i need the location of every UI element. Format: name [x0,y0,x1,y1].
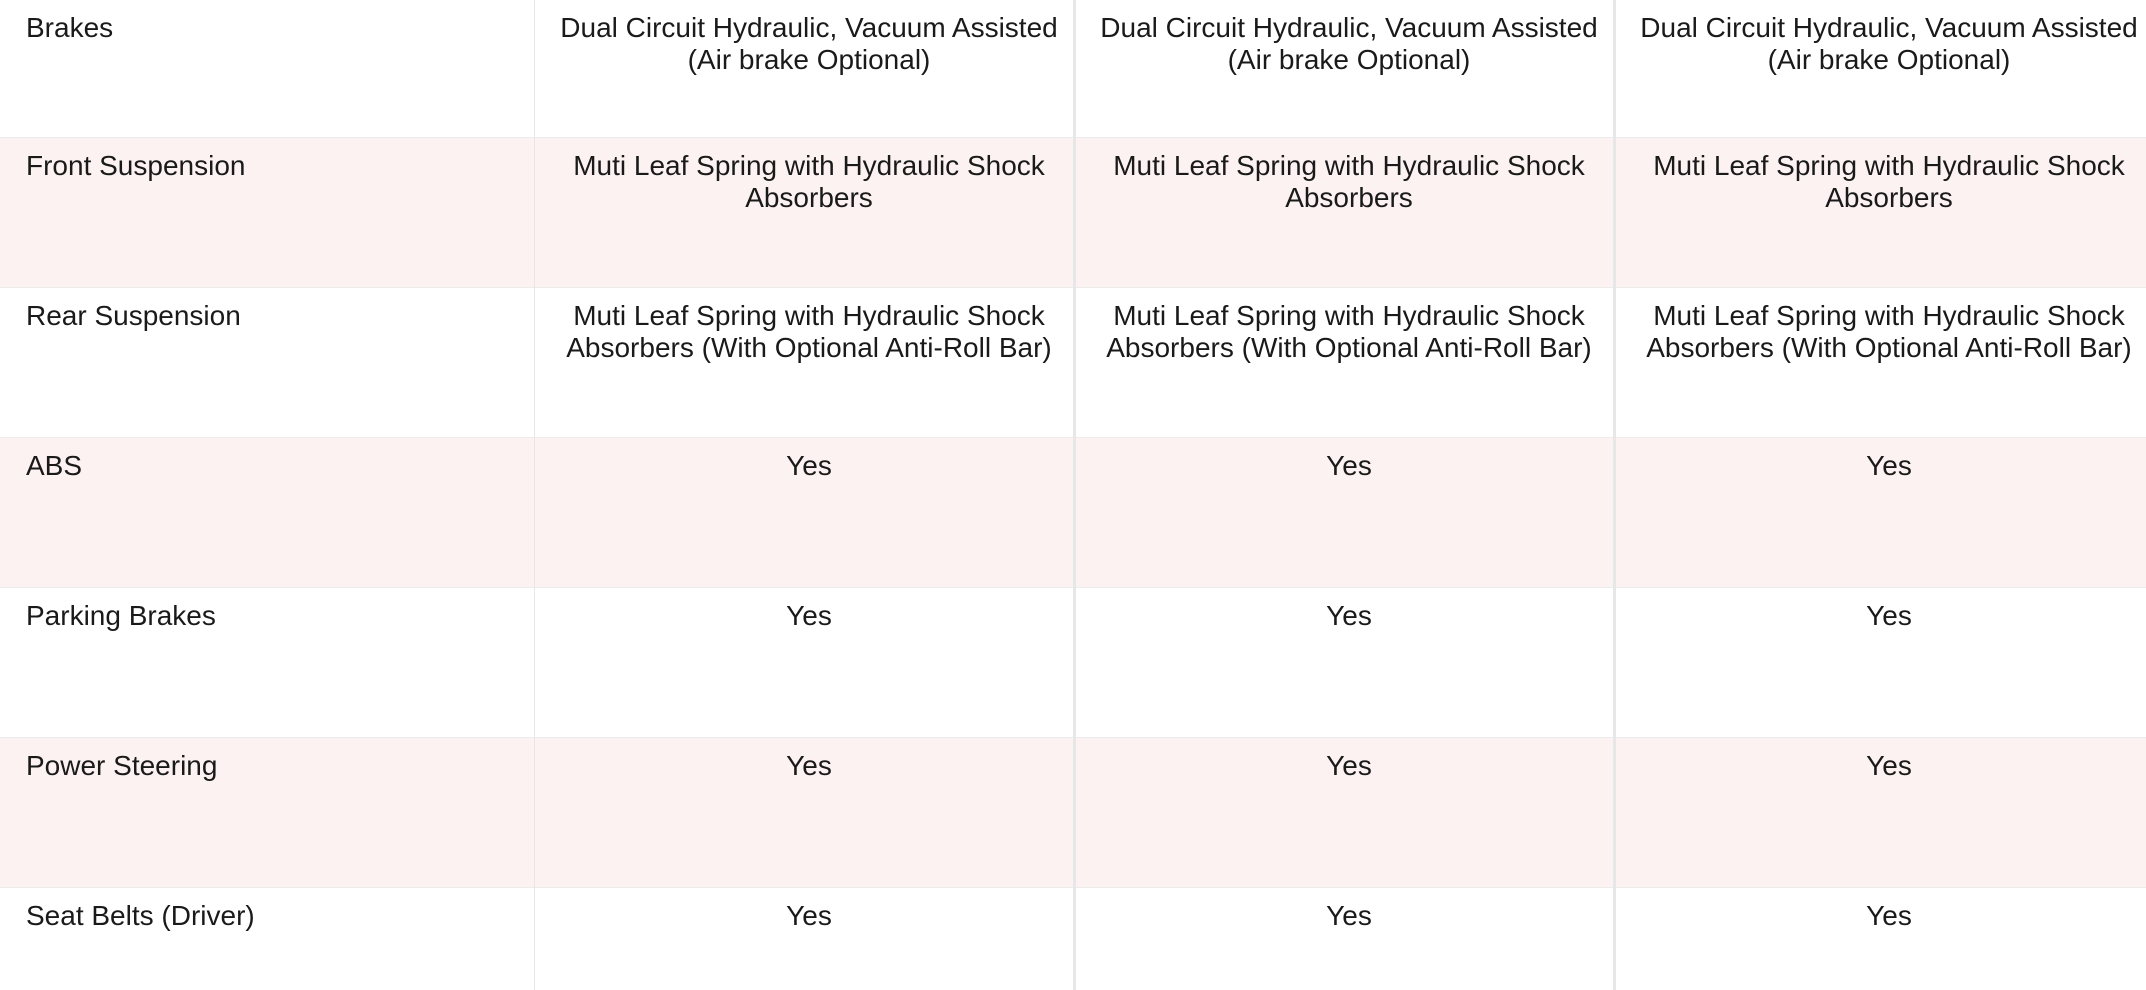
row-value-variant-3: Muti Leaf Spring with Hydraulic Shock Absorbers [1653,150,2125,213]
column-divider [534,0,535,990]
row-value-variant-2: Muti Leaf Spring with Hydraulic Shock Absorbers [1113,150,1585,213]
row-value-variant-1: Muti Leaf Spring with Hydraulic Shock Absorbers [573,150,1045,213]
row-value-variant-3: Yes [1866,900,1912,931]
row-value-variant-3: Yes [1866,600,1912,631]
row-label: Parking Brakes [26,600,216,631]
column-divider [1073,0,1076,990]
row-label: ABS [26,450,83,481]
row-value-variant-1: Yes [786,450,832,481]
row-value-variant-3: Muti Leaf Spring with Hydraulic Shock Absorbers (With Optional Anti-Roll Bar) [1646,300,2132,363]
row-label: Brakes [26,12,114,43]
row-value-variant-3: Yes [1866,750,1912,781]
row-label: Front Suspension [26,150,246,181]
row-value-variant-1: Yes [786,750,832,781]
row-value-variant-1: Muti Leaf Spring with Hydraulic Shock Absorbers (With Optional Anti-Roll Bar) [566,300,1052,363]
row-label: Rear Suspension [26,300,241,331]
row-value-variant-3: Yes [1866,450,1912,481]
row-value-variant-2: Yes [1326,900,1372,931]
row-label: Seat Belts (Driver) [26,900,255,931]
row-value-variant-2: Muti Leaf Spring with Hydraulic Shock Absorbers (With Optional Anti-Roll Bar) [1106,300,1592,363]
row-value-variant-3: Dual Circuit Hydraulic, Vacuum Assisted (Air brake Optional) [1640,12,2138,75]
row-value-variant-2: Yes [1326,750,1372,781]
row-label: Power Steering [26,750,218,781]
row-value-variant-2: Dual Circuit Hydraulic, Vacuum Assisted (Air brake Optional) [1100,12,1598,75]
row-value-variant-1: Yes [786,600,832,631]
row-value-variant-1: Dual Circuit Hydraulic, Vacuum Assisted (Air brake Optional) [560,12,1058,75]
row-value-variant-2: Yes [1326,450,1372,481]
row-value-variant-2: Yes [1326,600,1372,631]
row-value-variant-1: Yes [786,900,832,931]
column-divider [1613,0,1616,990]
